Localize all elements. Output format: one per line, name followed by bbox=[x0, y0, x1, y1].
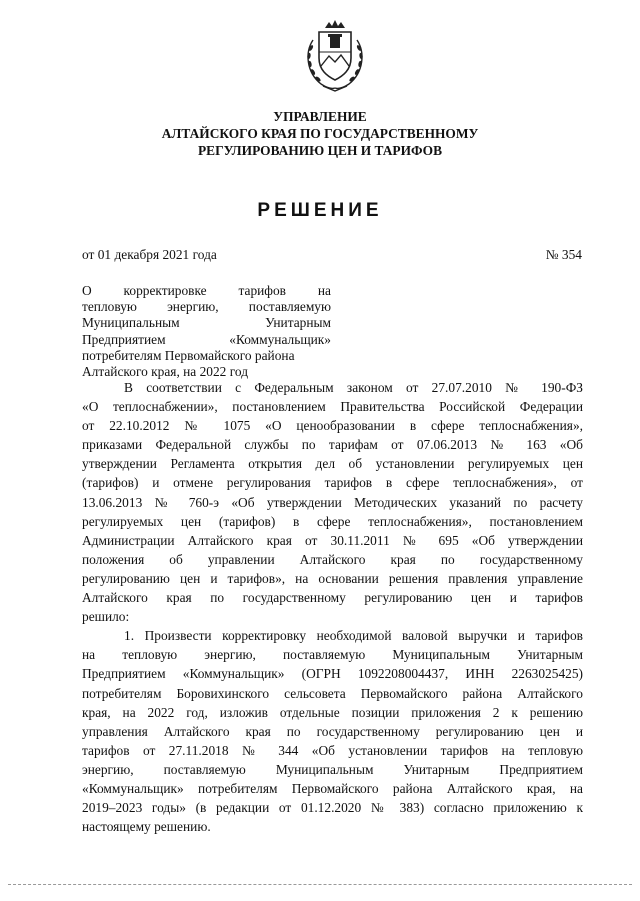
subject-line: О корректировке тарифов на bbox=[82, 283, 331, 298]
organization-name bbox=[0, 108, 640, 159]
subject-line: тепловую энергию, поставляемую bbox=[82, 299, 331, 315]
subject-line: Муниципальным Унитарным bbox=[82, 315, 331, 331]
org-line: РЕГУЛИРОВАНИЮ ЦЕН И ТАРИФОВ bbox=[197, 143, 443, 158]
body-line: от 22.10.2012 № 1075 «О ценообразовании в сфере теплоснабжения», bbox=[82, 418, 583, 434]
body-line: (тарифов) и отмене регулирования тарифов в сфере теплоснабжения», от bbox=[82, 475, 583, 491]
document-title: РЕШЕНИЕ bbox=[257, 200, 383, 221]
body-line: управления Алтайского края по государственному регулированию цен и bbox=[82, 723, 583, 739]
body-line: решило: bbox=[82, 609, 130, 625]
body-line: Администрации Алтайского края от 30.11.2011 № 695 «Об утверждении bbox=[82, 532, 583, 548]
body-line: тарифов от 27.11.2018 № 344 «Об установлении тарифов на тепловую bbox=[82, 742, 583, 758]
decision-number: № 354 bbox=[545, 247, 582, 262]
body-line: «О теплоснабжении», постановлением Правительства Российской Федерации bbox=[82, 399, 583, 415]
body-line: энергию, поставляемую Муниципальным Унитарным Предприятием bbox=[82, 761, 583, 777]
body-line: 2019–2023 годы» (в редакции от 01.12.2020 № 383) согласно приложению к bbox=[82, 800, 583, 816]
body-line: Предприятием «Коммунальщик» (ОГРН 1092208004437, ИНН 2263025425) bbox=[82, 666, 583, 682]
body-line: настоящему решению. bbox=[82, 819, 211, 835]
body-line: потребителям Боровихинского сельсовета Первомайского района Алтайского bbox=[82, 685, 583, 701]
body-line: регулированию цен и тарифов», на основании решения правления управление bbox=[82, 570, 583, 586]
body-line: утверждении Регламента открытия дел об установлении регулируемых цен bbox=[82, 456, 583, 472]
altai-krai-coat-of-arms-icon bbox=[299, 18, 371, 94]
body-line: регулируемых цен (тарифов) в сфере теплоснабжения», постановлением bbox=[82, 513, 583, 529]
scan-edge-rule bbox=[8, 884, 632, 885]
body-line: В соответствии с Федеральным законом от 27.07.2010 № 190-ФЗ bbox=[124, 380, 583, 395]
body-line: 13.06.2013 № 760-э «Об утверждении Методических указаний по расчету bbox=[82, 494, 583, 510]
decision-body bbox=[82, 378, 583, 836]
subject-line: потребителям Первомайского района bbox=[82, 347, 295, 363]
body-line: приказами Федеральной службы по тарифам от 07.06.2013 № 163 «Об bbox=[82, 437, 583, 453]
decision-subject bbox=[82, 283, 331, 380]
body-line: Алтайского края по государственному регулированию цен и тарифов bbox=[82, 590, 583, 606]
body-line: 1. Произвести корректировку необходимой валовой выручки и тарифов bbox=[124, 628, 583, 644]
org-line: УПРАВЛЕНИЕ bbox=[273, 109, 367, 124]
org-line: АЛТАЙСКОГО КРАЯ ПО ГОСУДАРСТВЕННОМУ bbox=[161, 126, 479, 141]
body-line: «Коммунальщик» потребителям Первомайского района Алтайского края, на bbox=[82, 780, 583, 796]
subject-line: Предприятием «Коммунальщик» bbox=[82, 331, 331, 347]
subject-line: Алтайского края, на 2022 год bbox=[82, 364, 249, 380]
body-line: края, на 2022 год, изложив отдельные позиции приложения 2 к решению bbox=[82, 704, 583, 720]
body-line: на тепловую энергию, поставляемую Муниципальным Унитарным bbox=[82, 647, 583, 663]
decision-date: от 01 декабря 2021 года bbox=[82, 247, 217, 262]
body-line: положения об управлении Алтайского края по государственному bbox=[82, 551, 583, 567]
